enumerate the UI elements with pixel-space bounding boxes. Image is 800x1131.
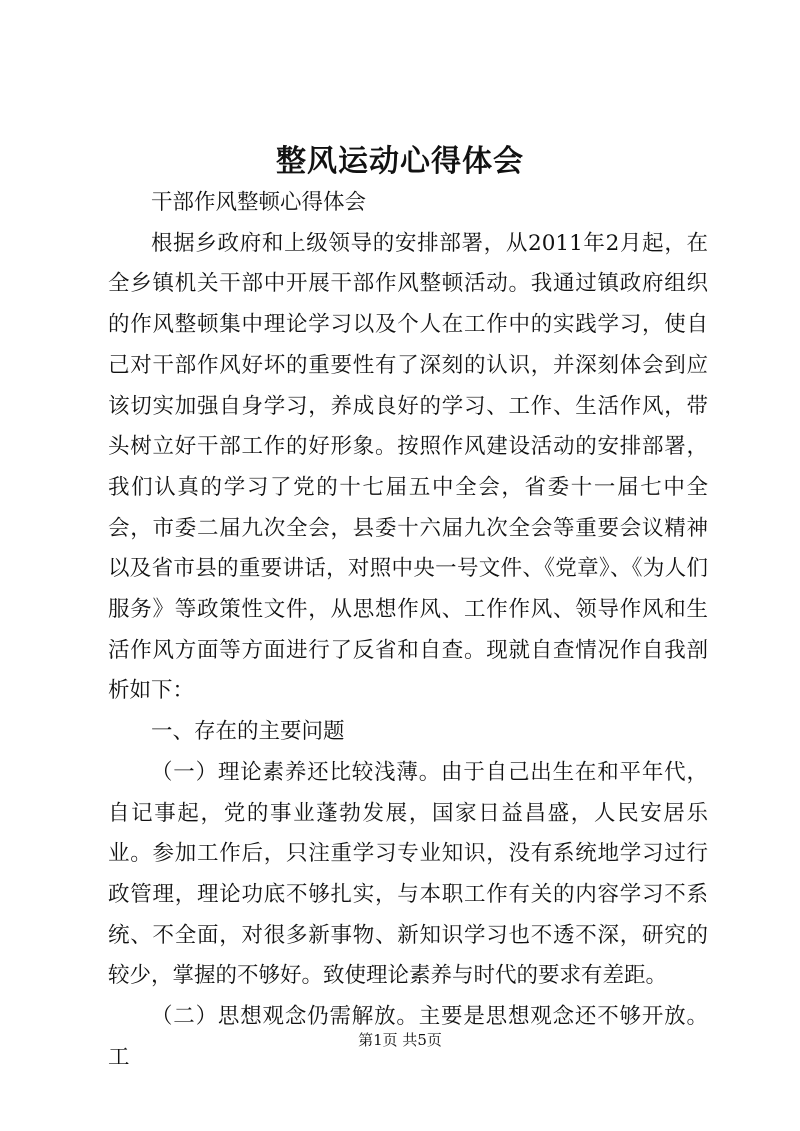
section-heading: 一、存在的主要问题 (151, 719, 345, 745)
page-number: 第1页 共5页 (358, 1031, 442, 1049)
paragraph-point-1: （一）理论素养还比较浅薄。由于自己出生在和平年代，自记事起，党的事业蓬勃发展，国家日益昌盛，人民安居乐业。参加工作后，只注重学习专业知识，没有系统地学习过行政管理，理论功底不够扎实，与本职工作有关的内容学习不系统、不全面，对很多新事物、新知识学习也不透不深，研究的较少，掌握的不够好。致使理论素养与时代的要求有差距。 (108, 759, 708, 989)
paragraph-point-2: （二）思想观念仍需解放。主要是思想观念还不够开放。工 (108, 1004, 708, 1070)
page-title: 整风运动心得体会 (276, 144, 524, 179)
document-body (108, 183, 708, 1078)
document-subtitle: 干部作风整顿心得体会 (151, 190, 367, 215)
paragraph-intro: 根据乡政府和上级领导的安排部署，从2011年2月起，在全乡镇机关干部中开展干部作风整顿活动。我通过镇政府组织的作风整顿集中理论学习以及个人在工作中的实践学习，使自己对干部作风好坏的重要性有了深刻的认识，并深刻体会到应该切实加强自身学习，养成良好的学习、工作、生活作风，带头树立好干部工作的好形象。按照作风建设活动的安排部署，我们认真的学习了党的十七届五中全会，省委十一届七中全会，市委二届九次全会，县委十六届九次全会等重要会议精神以及省市县的重要讲话，对照中央一号文件、《党章》、《为人们服务》等政策性文件，从思想作风、工作作风、领导作风和生活作风方面等方面进行了反省和自查。现就自查情况作自我剖析如下： (108, 230, 708, 704)
